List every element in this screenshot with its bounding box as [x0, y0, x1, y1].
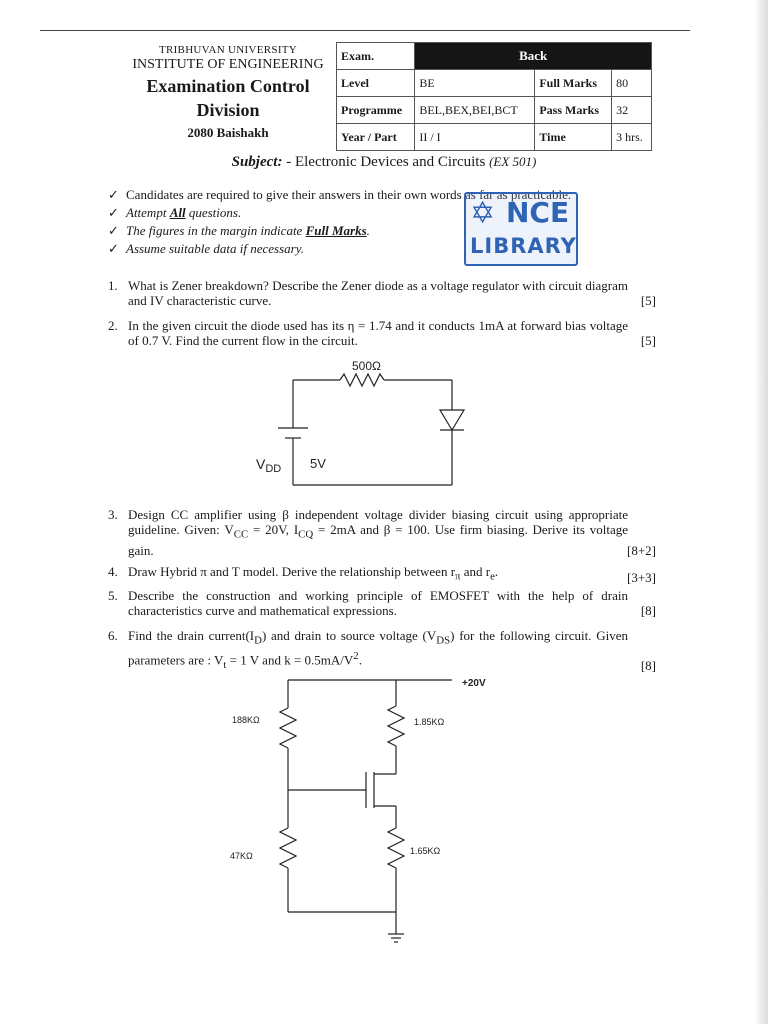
programme-label: Programme — [337, 97, 415, 124]
level-value: BE — [415, 70, 535, 97]
source-value: 5V — [310, 456, 326, 471]
resistor-label: 500Ω — [352, 359, 381, 373]
exam-date: 2080 Baishakh — [187, 125, 269, 140]
division-line-2: Division — [196, 100, 260, 120]
programme-value: BEL,BEX,BEI,BCT — [415, 97, 535, 124]
pass-marks-label: Pass Marks — [535, 97, 612, 124]
instruction-text: questions. — [185, 205, 242, 220]
subject-name: - Electronic Devices and Circuits — [286, 154, 486, 170]
resistor-1-65k — [388, 828, 404, 868]
instruction-text: Assume suitable data if necessary. — [126, 241, 305, 256]
question-marks: [5] — [640, 293, 656, 308]
exam-info-table — [336, 42, 652, 151]
question-text: Draw Hybrid π and T model. Derive the relationship between $r_\pi$ and $r_e$. — [128, 564, 499, 583]
question-marks: [8+2] — [627, 542, 656, 558]
question-marks: [5] — [640, 333, 656, 348]
star-icon: ✡ — [470, 196, 496, 231]
instruction-text: Candidates are required to give their answers in their own words as far as practicable. — [126, 187, 572, 202]
subject-code: (EX 501) — [489, 154, 537, 169]
checkmark-icon: ✓ — [108, 205, 119, 220]
question-1 — [108, 278, 656, 308]
question-text: In the given circuit the diode used has its η = 1.74 and it conducts 1mA at forward bias voltage of 0.7 V. Find the current flow in the circuit. — [128, 318, 628, 348]
stamp-nce: NCE — [506, 196, 570, 229]
question-text: Find the drain $current(I_D)$ and drain to source voltage $(V_{DS})$ for the following circuit. Given parameters are : $V_t = 1$ V and $k = 0.5mA/V^2$. — [128, 628, 628, 671]
table-row — [337, 97, 652, 124]
pass-marks-value: 32 — [612, 97, 652, 124]
question-text: Design CC amplifier using β independent voltage divider biasing circuit using appropriate guideline. Given: $V_{CC} = 20V$, $I_{CQ} = 2mA$ and β = 100. Use firm biasing. Derive its voltage gain. — [128, 507, 629, 558]
library-stamp — [464, 192, 578, 266]
full-marks-label: Full Marks — [535, 70, 612, 97]
year-part-label: Year / Part — [337, 124, 415, 151]
question-number: 1. — [108, 278, 118, 293]
question-number: 6. — [108, 628, 118, 643]
question-2 — [108, 318, 656, 348]
university-name: TRIBHUVAN UNIVERSITY — [158, 44, 298, 56]
resistor-500-ohm — [340, 374, 384, 386]
question-3 — [108, 507, 656, 558]
resistor-1-85k — [388, 706, 404, 746]
question-5 — [108, 588, 656, 618]
instruction-text: . — [366, 223, 370, 238]
question-number: 3. — [108, 507, 118, 522]
instruction-emphasis: All — [169, 205, 186, 220]
question-text: Describe the construction and working principle of EMOSFET with the help of drain characteristics curve and mathematical expressions. — [128, 588, 628, 618]
level-label: Level — [337, 70, 415, 97]
question-text: What is Zener breakdown? Describe the Zener diode as a voltage regulator with circuit diagram and IV characteristic curve. — [128, 278, 628, 308]
question-6 — [108, 628, 656, 673]
question-number: 4. — [108, 564, 118, 579]
question-4 — [108, 564, 656, 585]
subject-label: Subject: — [231, 154, 283, 170]
time-value: 3 hrs. — [612, 124, 652, 151]
question-marks: [8] — [640, 603, 656, 618]
year-part-value: II / I — [415, 124, 535, 151]
full-marks-value: 80 — [612, 70, 652, 97]
rs-label: 1.65KΩ — [410, 846, 441, 856]
supply-label: +20V — [462, 678, 486, 689]
exam-type: Back — [415, 43, 652, 70]
table-row — [337, 70, 652, 97]
question-marks: [3+3] — [627, 569, 656, 585]
checkmark-icon: ✓ — [108, 223, 119, 238]
instruction-emphasis: Full Marks — [305, 223, 367, 238]
table-row — [337, 43, 652, 70]
stamp-library: LIBRARY — [470, 234, 577, 258]
r2-label: 47KΩ — [230, 851, 253, 861]
diode-symbol — [440, 410, 464, 430]
institute-name: INSTITUTE OF ENGINEERING — [132, 57, 324, 72]
division-line-1: Examination Control — [146, 76, 310, 96]
top-rule — [40, 30, 690, 31]
resistor-188k — [280, 708, 296, 748]
instruction-text: The figures in the margin indicate — [126, 223, 306, 238]
table-row — [337, 124, 652, 151]
subject-line — [0, 154, 768, 171]
r1-label: 188KΩ — [232, 715, 260, 725]
exam-label: Exam. — [337, 43, 415, 70]
circuit-diagram-1 — [240, 352, 490, 502]
question-marks: [8] — [640, 657, 656, 673]
checkmark-icon: ✓ — [108, 187, 119, 202]
question-number: 2. — [108, 318, 118, 333]
question-number: 5. — [108, 588, 118, 603]
time-label: Time — [535, 124, 612, 151]
checkmark-icon: ✓ — [108, 241, 119, 256]
vdd-label: $V_{DD}$ — [256, 456, 282, 475]
resistor-47k — [280, 828, 296, 868]
circuit-diagram-2 — [220, 668, 520, 958]
rd-label: 1.85KΩ — [414, 717, 445, 727]
instruction-text: Attempt — [126, 205, 170, 220]
header-institution — [110, 44, 346, 141]
